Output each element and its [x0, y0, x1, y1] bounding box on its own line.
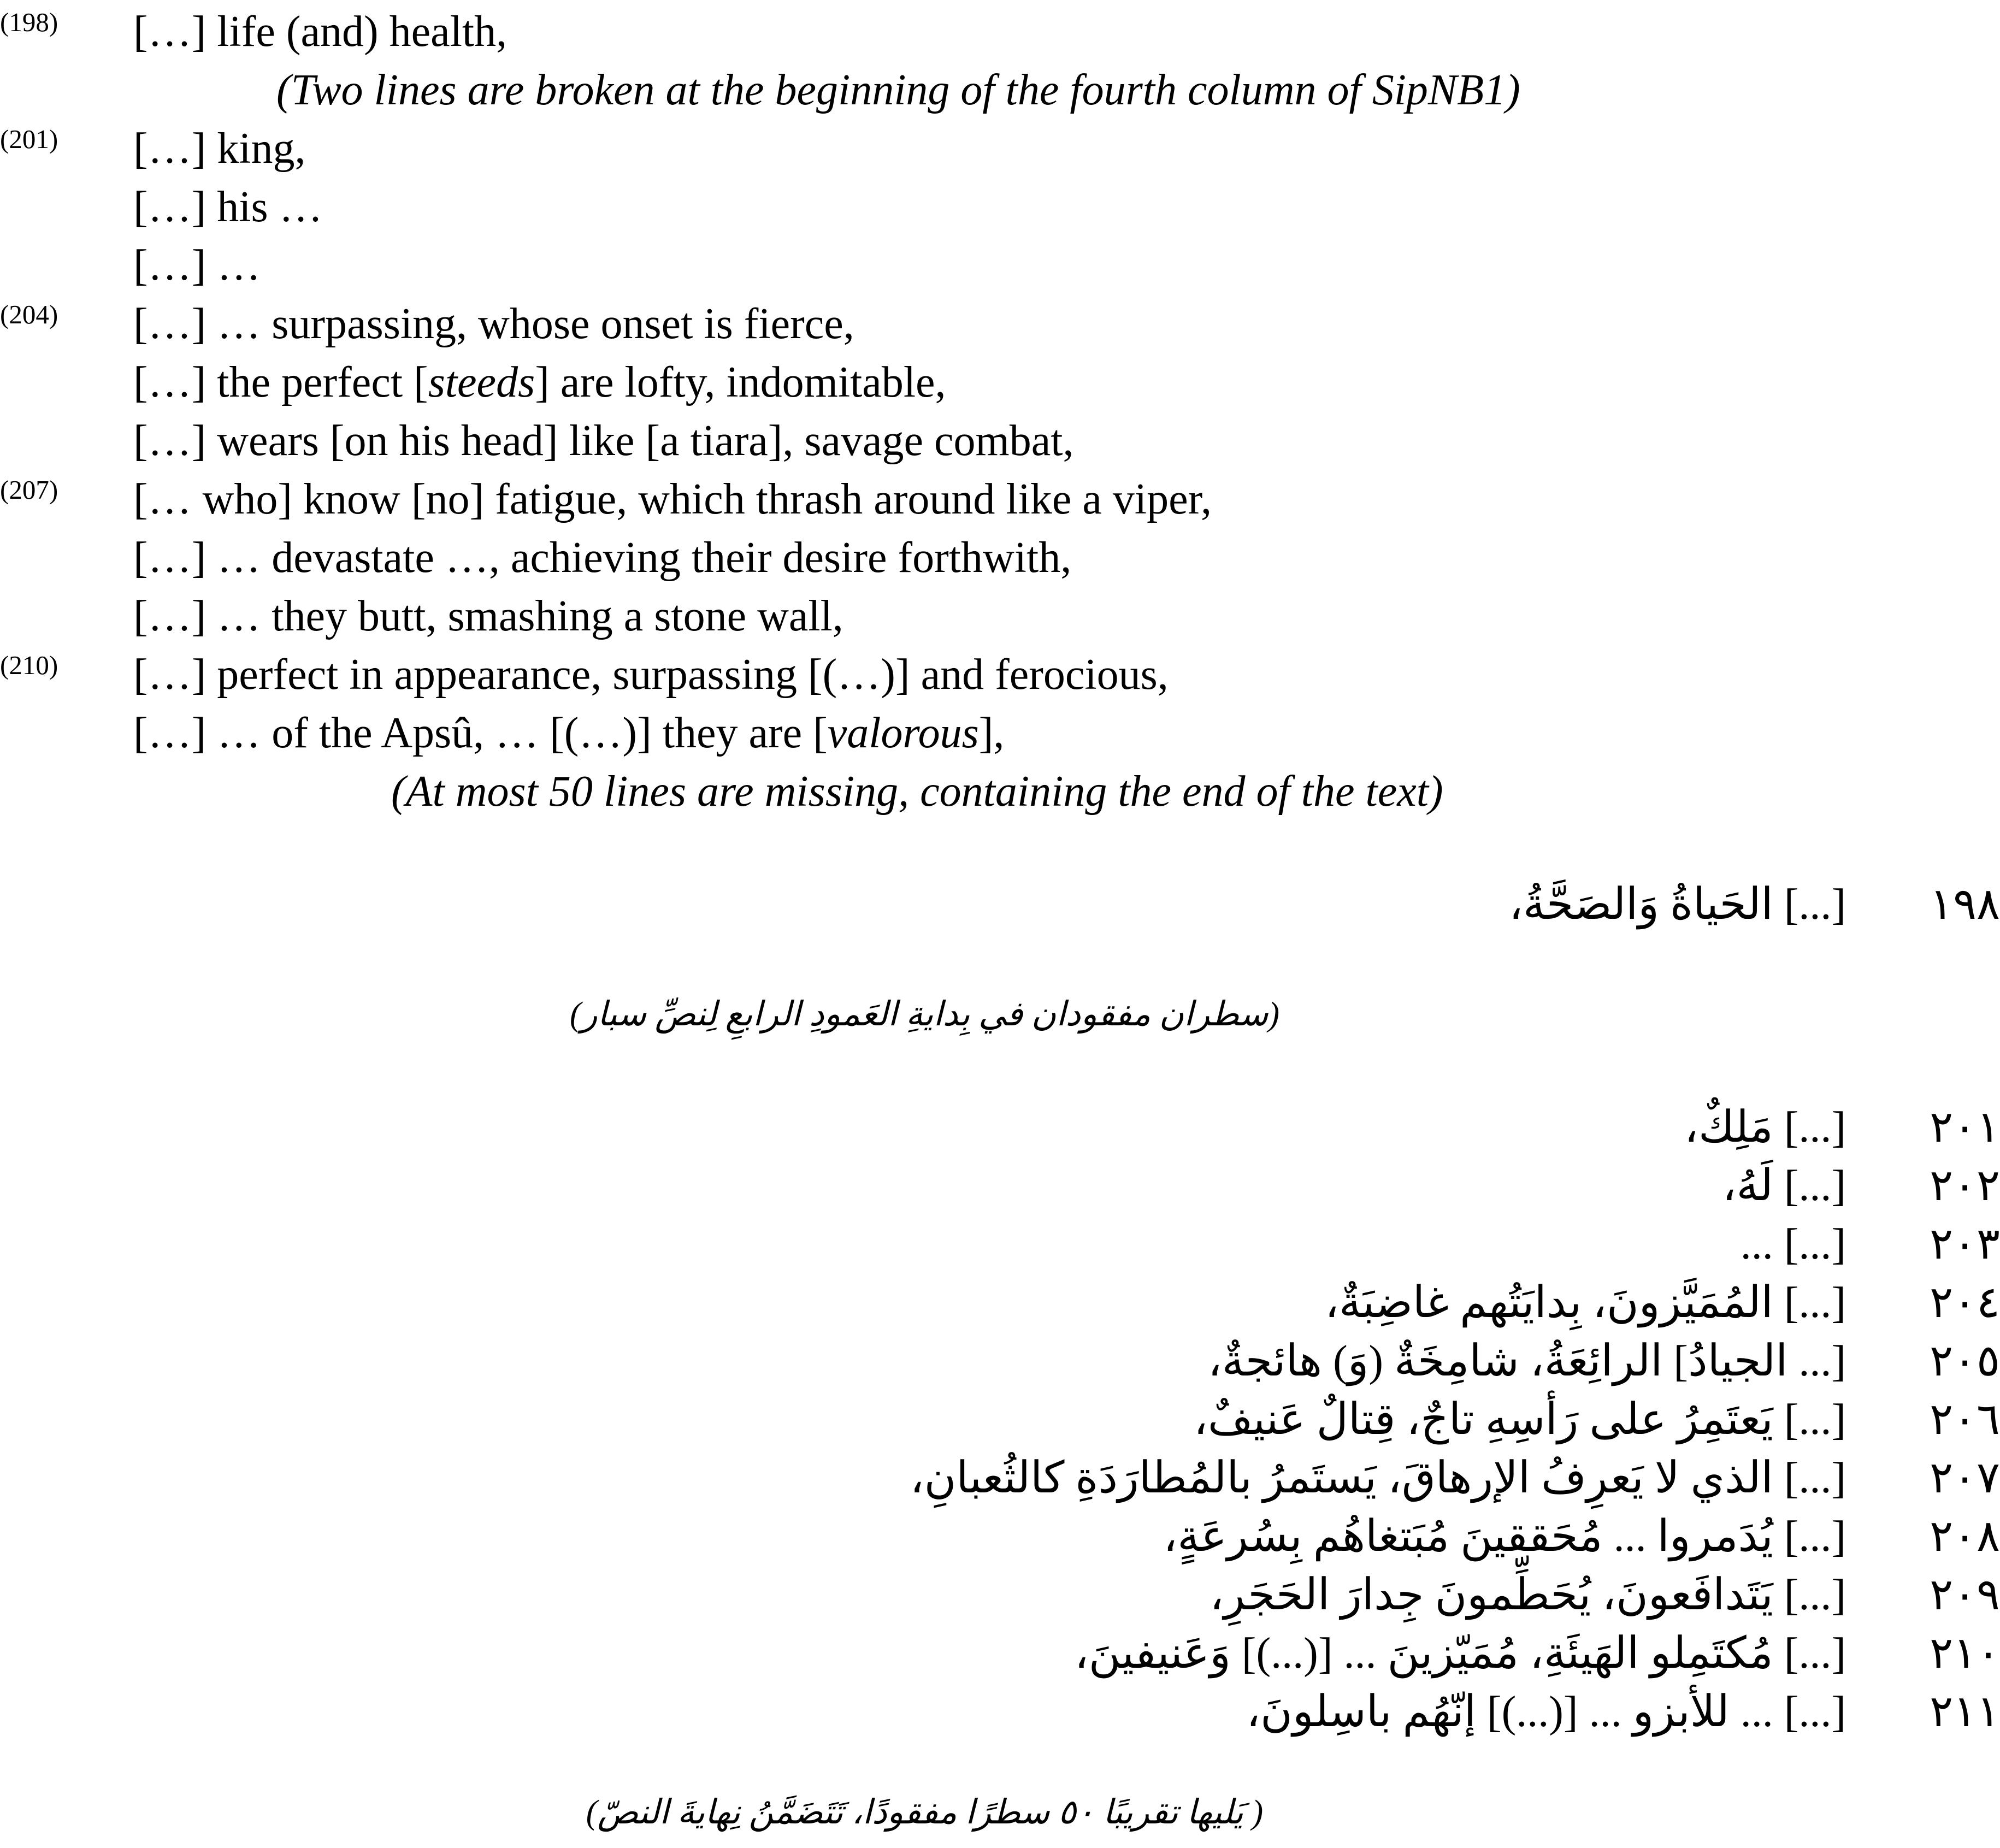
line-text: [...] مُكتَمِلو الهَيئَةِ، مُمَيّزينَ ... [(...)] وَعَنيفينَ،: [1074, 1629, 1846, 1678]
line-number: ٢٠٤: [1930, 1279, 2000, 1327]
en-line-207: [0, 470, 2000, 529]
line-number: ٢٠٥: [1930, 1337, 2000, 1385]
ar-line-201: [0, 1099, 2000, 1157]
en-line-204: [0, 295, 2000, 353]
line-text: […] … surpassing, whose onset is fierce,: [133, 300, 854, 348]
ar-line-205: [0, 1332, 2000, 1391]
line-text: […] …: [133, 241, 261, 290]
ar-line-210: [0, 1625, 2000, 1683]
en-line-208: [0, 529, 2000, 587]
en-line-209: [0, 587, 2000, 646]
line-text: […] his …: [133, 183, 323, 231]
line-number: ٢٠١: [1930, 1103, 2000, 1152]
line-number: ٢١٠: [1930, 1629, 2000, 1678]
note-text: (At most 50 lines are missing, containing the end of the text): [391, 767, 1443, 816]
en-line-205: [0, 353, 2000, 412]
ar-line-202: [0, 1157, 2000, 1215]
line-text: […] king,: [133, 125, 306, 173]
line-number: (210): [0, 650, 58, 680]
line-text-start: […] the perfect [: [133, 358, 428, 406]
line-number: (204): [0, 299, 58, 329]
line-text-end: ] are lofty, indomitable,: [535, 358, 946, 406]
en-line-203: [0, 237, 2000, 295]
line-text: […] life (and) health,: [133, 8, 508, 56]
note-text: (Two lines are broken at the beginning of the fourth column of SipNB1): [276, 66, 1520, 114]
en-line-198: [0, 3, 2000, 61]
en-line-202: [0, 178, 2000, 237]
arabic-note-broken-lines: [0, 987, 2000, 1042]
en-line-206: [0, 412, 2000, 470]
line-number: (207): [0, 475, 58, 505]
ar-line-209: [0, 1566, 2000, 1625]
ar-line-211: [0, 1683, 2000, 1741]
line-text: […] perfect in appearance, surpassing [(…)] and ferocious,: [133, 651, 1169, 699]
ar-line-203: [0, 1215, 2000, 1274]
ar-line-208: [0, 1508, 2000, 1566]
italic-restoration: steeds: [428, 358, 535, 406]
en-line-201: [0, 120, 2000, 178]
line-number: ٢٠٨: [1930, 1513, 2000, 1561]
ar-line-207: [0, 1449, 2000, 1508]
note-text: (سطران مفقودان في بِدايةِ العَمودِ الرابعِ لِنصِّ سبار): [569, 996, 1280, 1033]
en-line-210: [0, 646, 2000, 704]
line-text: […] … they butt, smashing a stone wall,: [133, 592, 843, 640]
line-text: [...] الذي لا يَعرِفُ الإرهاقَ، يَستَمرُ بالمُطارَدَةِ كالثُعبانِ،: [910, 1454, 1846, 1502]
english-note-broken-lines: [0, 61, 2000, 120]
line-number: (198): [0, 7, 58, 37]
line-text: [...] الحَياةُ وَالصَحَّةُ،: [1509, 881, 1846, 929]
line-number: ٢٠٦: [1930, 1396, 2000, 1444]
line-text: […] … devastate …, achieving their desire forthwith,: [133, 534, 1072, 582]
line-text: [...] ... للأبزو ... [(...)] إنّهُم باسِلونَ،: [1246, 1688, 1846, 1736]
line-text: [...] مَلِكٌ،: [1684, 1103, 1846, 1152]
line-number: (201): [0, 124, 58, 154]
line-number: ٢٠٢: [1930, 1162, 2000, 1210]
line-text: [...] المُمَيَّزونَ، بِدايَتُهم غاضِبَةٌ،: [1325, 1279, 1846, 1327]
line-text: [133, 704, 1004, 763]
line-number: ٢١١: [1930, 1688, 2000, 1736]
arabic-note-missing-lines: [0, 1785, 2000, 1840]
ar-line-198: [0, 876, 2000, 934]
line-text: [...] يَتَدافَعونَ، يُحَطِّمونَ جِدارَ الحَجَرِ،: [1210, 1571, 1846, 1619]
line-text: […] wears [on his head] like [a tiara], savage combat,: [133, 417, 1074, 465]
line-number: ٢٠٣: [1930, 1220, 2000, 1268]
line-text: [133, 353, 946, 412]
line-number: ٢٠٩: [1930, 1571, 2000, 1619]
line-text: [...] يُدَمروا ... مُحَققينَ مُبَتغاهُم بِسُرعَةٍ،: [1163, 1513, 1846, 1561]
line-number: ٢٠٧: [1930, 1454, 2000, 1502]
line-text: [...] ...: [1740, 1220, 1846, 1268]
ar-line-206: [0, 1391, 2000, 1449]
line-text-start: […] … of the Apsû, … [(…)] they are [: [133, 709, 828, 757]
ar-line-204: [0, 1274, 2000, 1332]
line-text-end: ],: [978, 709, 1005, 757]
italic-restoration: valorous: [827, 709, 979, 757]
line-text: [...] لَهُ،: [1722, 1162, 1846, 1210]
english-note-missing-lines: [0, 763, 2000, 821]
en-line-211: [0, 704, 2000, 763]
line-text: [...] يَعتَمِرُ على رَأسِهِ تاجٌ، قِتالٌ عَنيفٌ،: [1194, 1396, 1846, 1444]
note-text: ( يَليها تقريبًا ٥٠ سطرًا مفقودًا، تَتَضَمَّنُ نِهايةَ النصّ): [586, 1794, 1264, 1831]
line-text: [... الجيادُ] الرائِعَةُ، شامِخَةٌ (وَ) هائجةٌ،: [1207, 1337, 1846, 1385]
line-number: ١٩٨: [1930, 881, 2000, 929]
line-text: [… who] know [no] fatigue, which thrash around like a viper,: [133, 475, 1212, 523]
